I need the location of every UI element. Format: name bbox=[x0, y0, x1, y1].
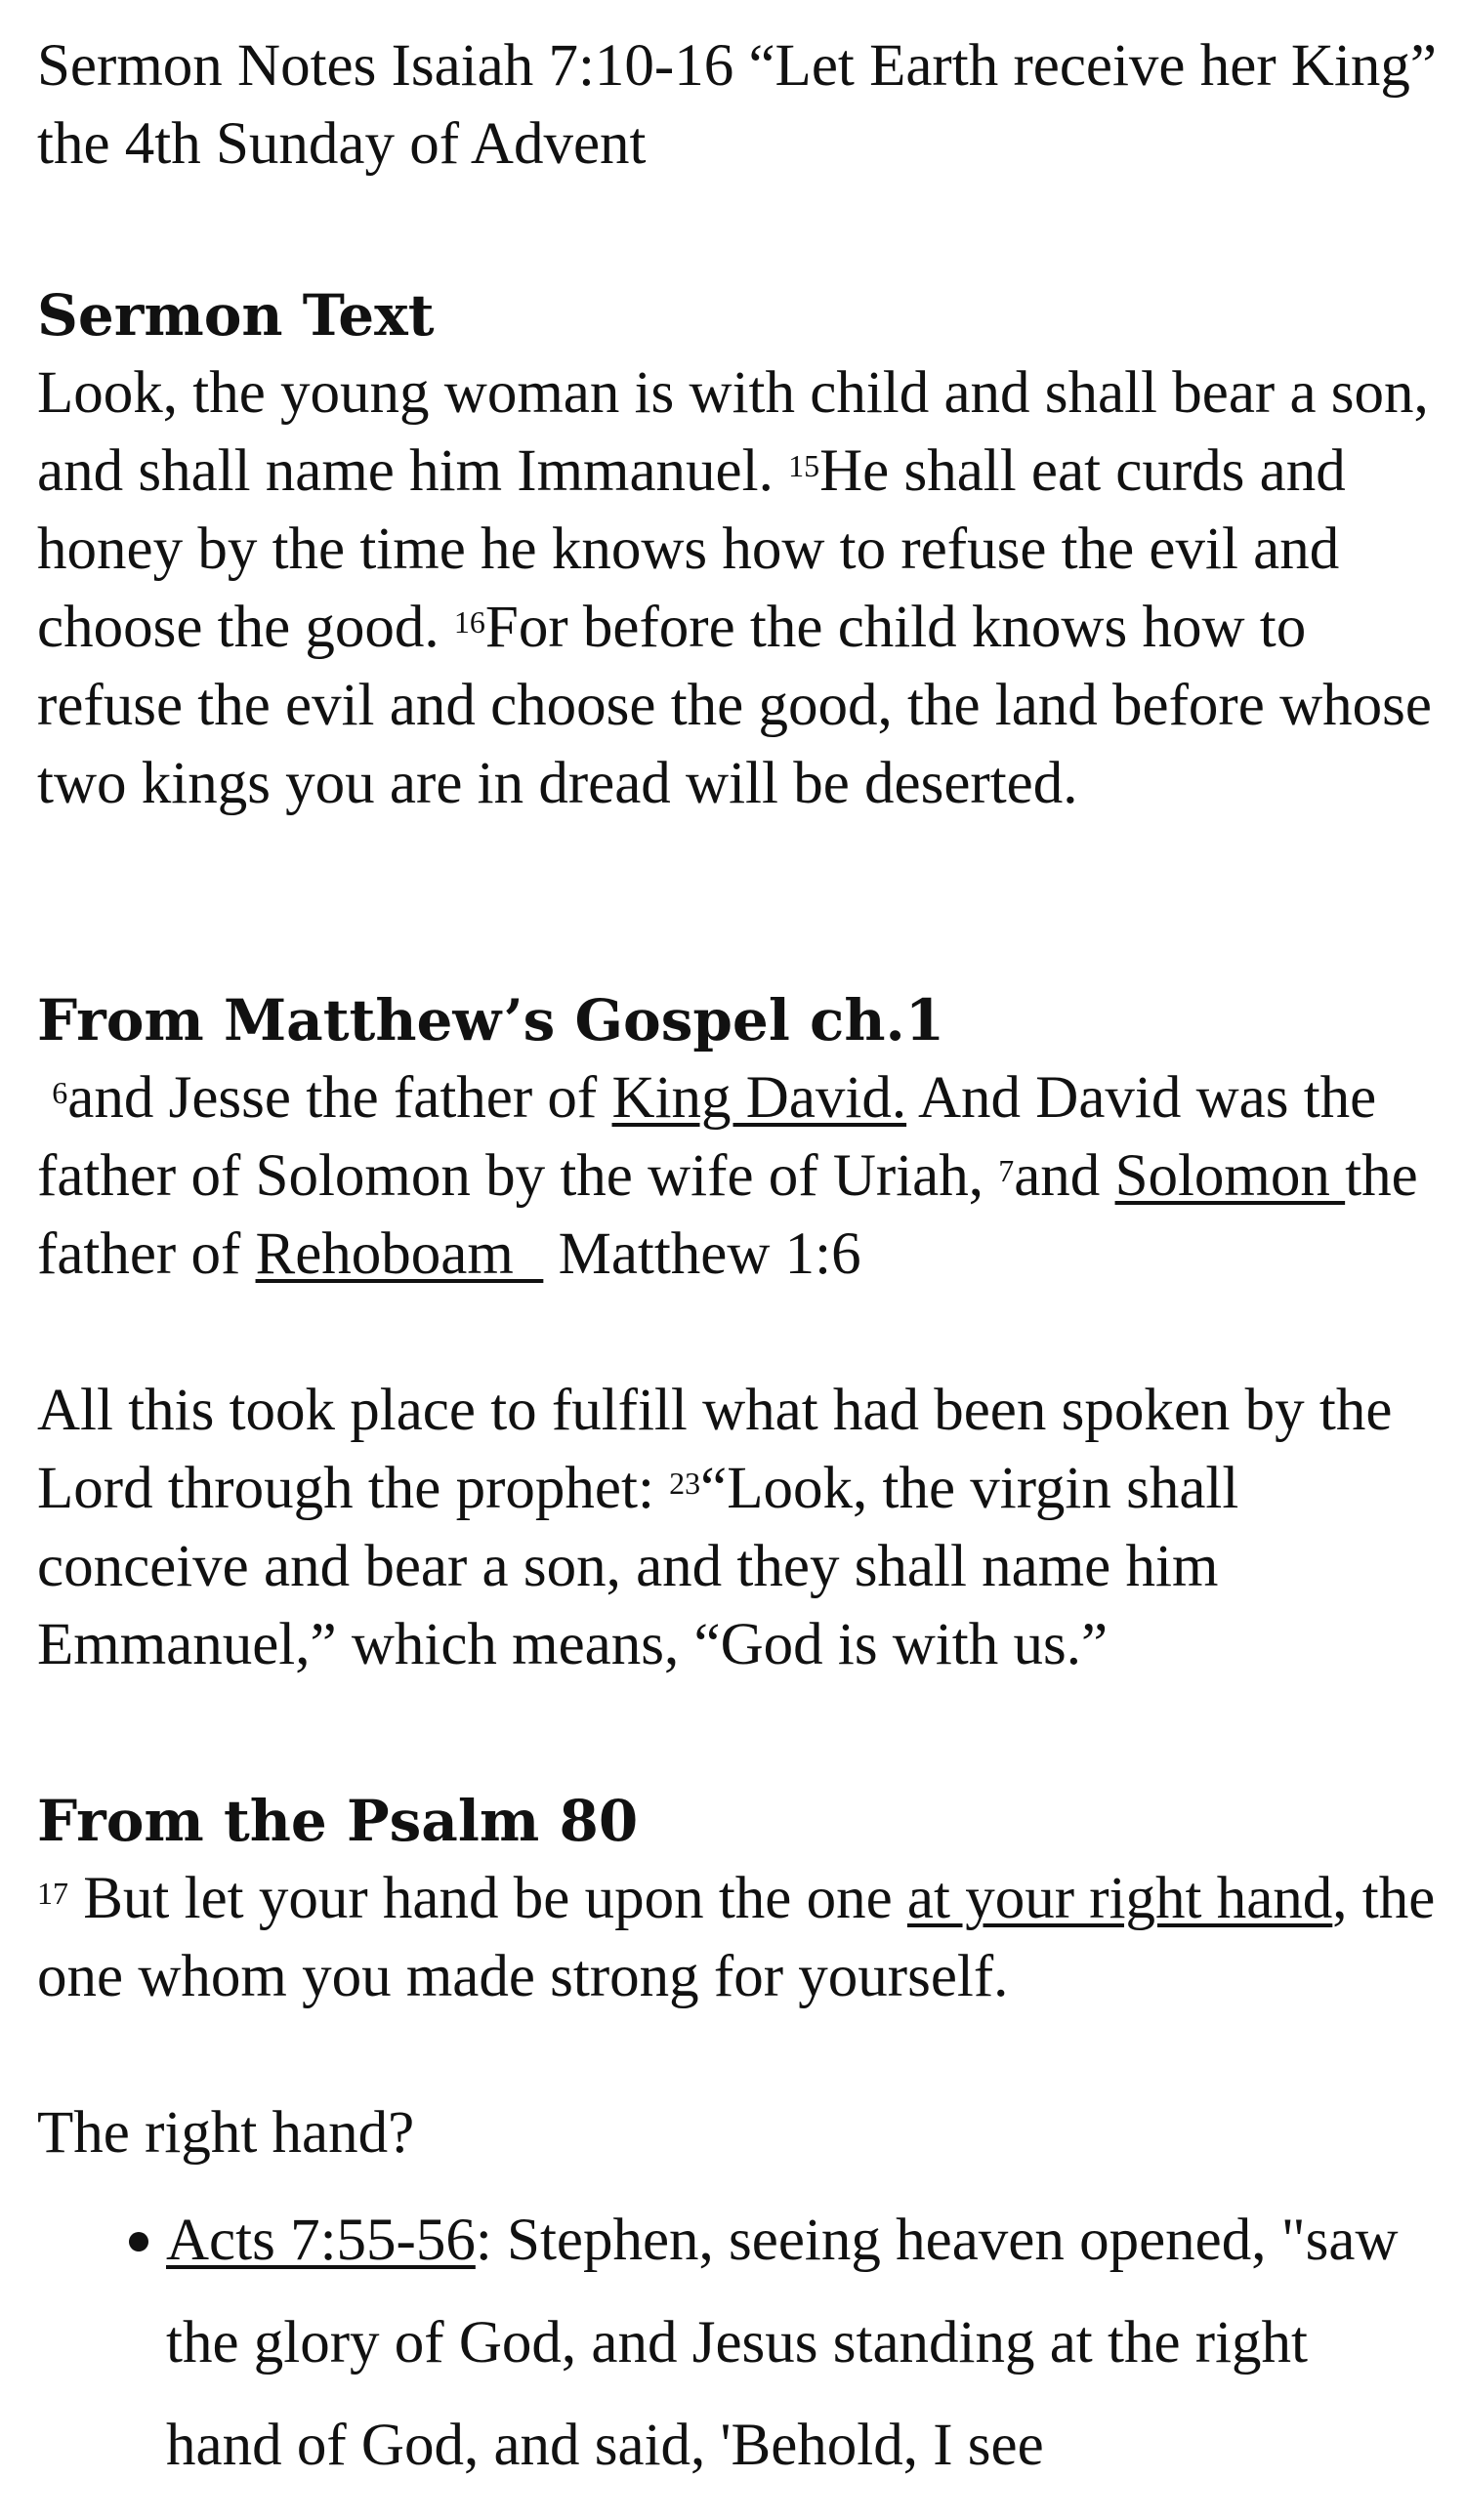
matthew-text-b: And David was the father of Solomon by the wife of Uriah, bbox=[37, 1065, 1377, 1209]
verse-number-16: 16 bbox=[453, 604, 485, 640]
link-at-your-right-hand[interactable]: at your right hand bbox=[906, 1866, 1333, 1931]
matthew-genealogy-paragraph bbox=[37, 1059, 1444, 1294]
psalm-text-a: But let your hand be upon the one bbox=[68, 1866, 907, 1931]
heading-matthew-gospel: From Matthew’s Gospel ch.1 bbox=[37, 987, 945, 1053]
right-hand-question: The right hand? bbox=[37, 2100, 415, 2166]
sermon-text-part2: He shall eat curds and honey by the time he knows how to refuse the evil and choose the good. bbox=[37, 438, 1346, 660]
psalm-text-b: , the one whom you made strong for yourself. bbox=[37, 1866, 1436, 2009]
verse-number-7: 7 bbox=[998, 1153, 1015, 1188]
sermon-text-part3: For before the child knows how to refuse the evil and choose the good, the land before whose two kings you are in dread will be deserted. bbox=[37, 595, 1432, 816]
heading-psalm-80: From the Psalm 80 bbox=[37, 1788, 639, 1854]
document-title: Sermon Notes Isaiah 7:10-16 “Let Earth receive her King” the 4th Sunday of Advent bbox=[37, 33, 1437, 177]
bullet-text: : Stephen, seeing heaven opened, "saw the glory of God, and Jesus standing at the right hand of God, and said, 'Behold, I see bbox=[166, 2208, 1399, 2478]
verse-number-6: 6 bbox=[52, 1075, 68, 1110]
matthew-fulfillment-text-b: “Look, the virgin shall conceive and bear a son, and they shall name him Emmanuel,” which means, “God is with us.” bbox=[37, 1456, 1239, 1677]
link-rehoboam[interactable]: Rehoboam bbox=[255, 1221, 544, 1287]
verse-number-15: 15 bbox=[788, 448, 820, 483]
matthew-text-d: the father of bbox=[37, 1143, 1418, 1287]
psalm-verse-paragraph bbox=[37, 1860, 1444, 2016]
verse-number-17: 17 bbox=[37, 1876, 68, 1911]
bullet-dot-icon bbox=[129, 2232, 148, 2251]
matthew-fulfillment-paragraph bbox=[37, 1372, 1444, 1684]
link-king-david[interactable]: King David. bbox=[611, 1065, 907, 1131]
heading-sermon-text: Sermon Text bbox=[37, 282, 435, 349]
matthew-text-c: and bbox=[1014, 1143, 1115, 1209]
list-item bbox=[0, 2189, 1465, 2497]
bullet-list bbox=[0, 2189, 1465, 2497]
matthew-text-a: and Jesse the father of bbox=[67, 1065, 612, 1131]
verse-number-23: 23 bbox=[669, 1466, 701, 1501]
sermon-text-paragraph bbox=[37, 354, 1444, 823]
sermon-text-part1: Look, the young woman is with child and shall bear a son, and shall name him Immanuel. bbox=[37, 360, 1429, 504]
matthew-fulfillment-text-a: All this took place to fulfill what had been spoken by the Lord through the prophet: bbox=[37, 1378, 1393, 1521]
link-acts-7-55-56[interactable]: Acts 7:55-56 bbox=[166, 2208, 476, 2273]
matthew-reference: Matthew 1:6 bbox=[543, 1221, 861, 1287]
link-solomon[interactable]: Solomon bbox=[1114, 1143, 1346, 1209]
